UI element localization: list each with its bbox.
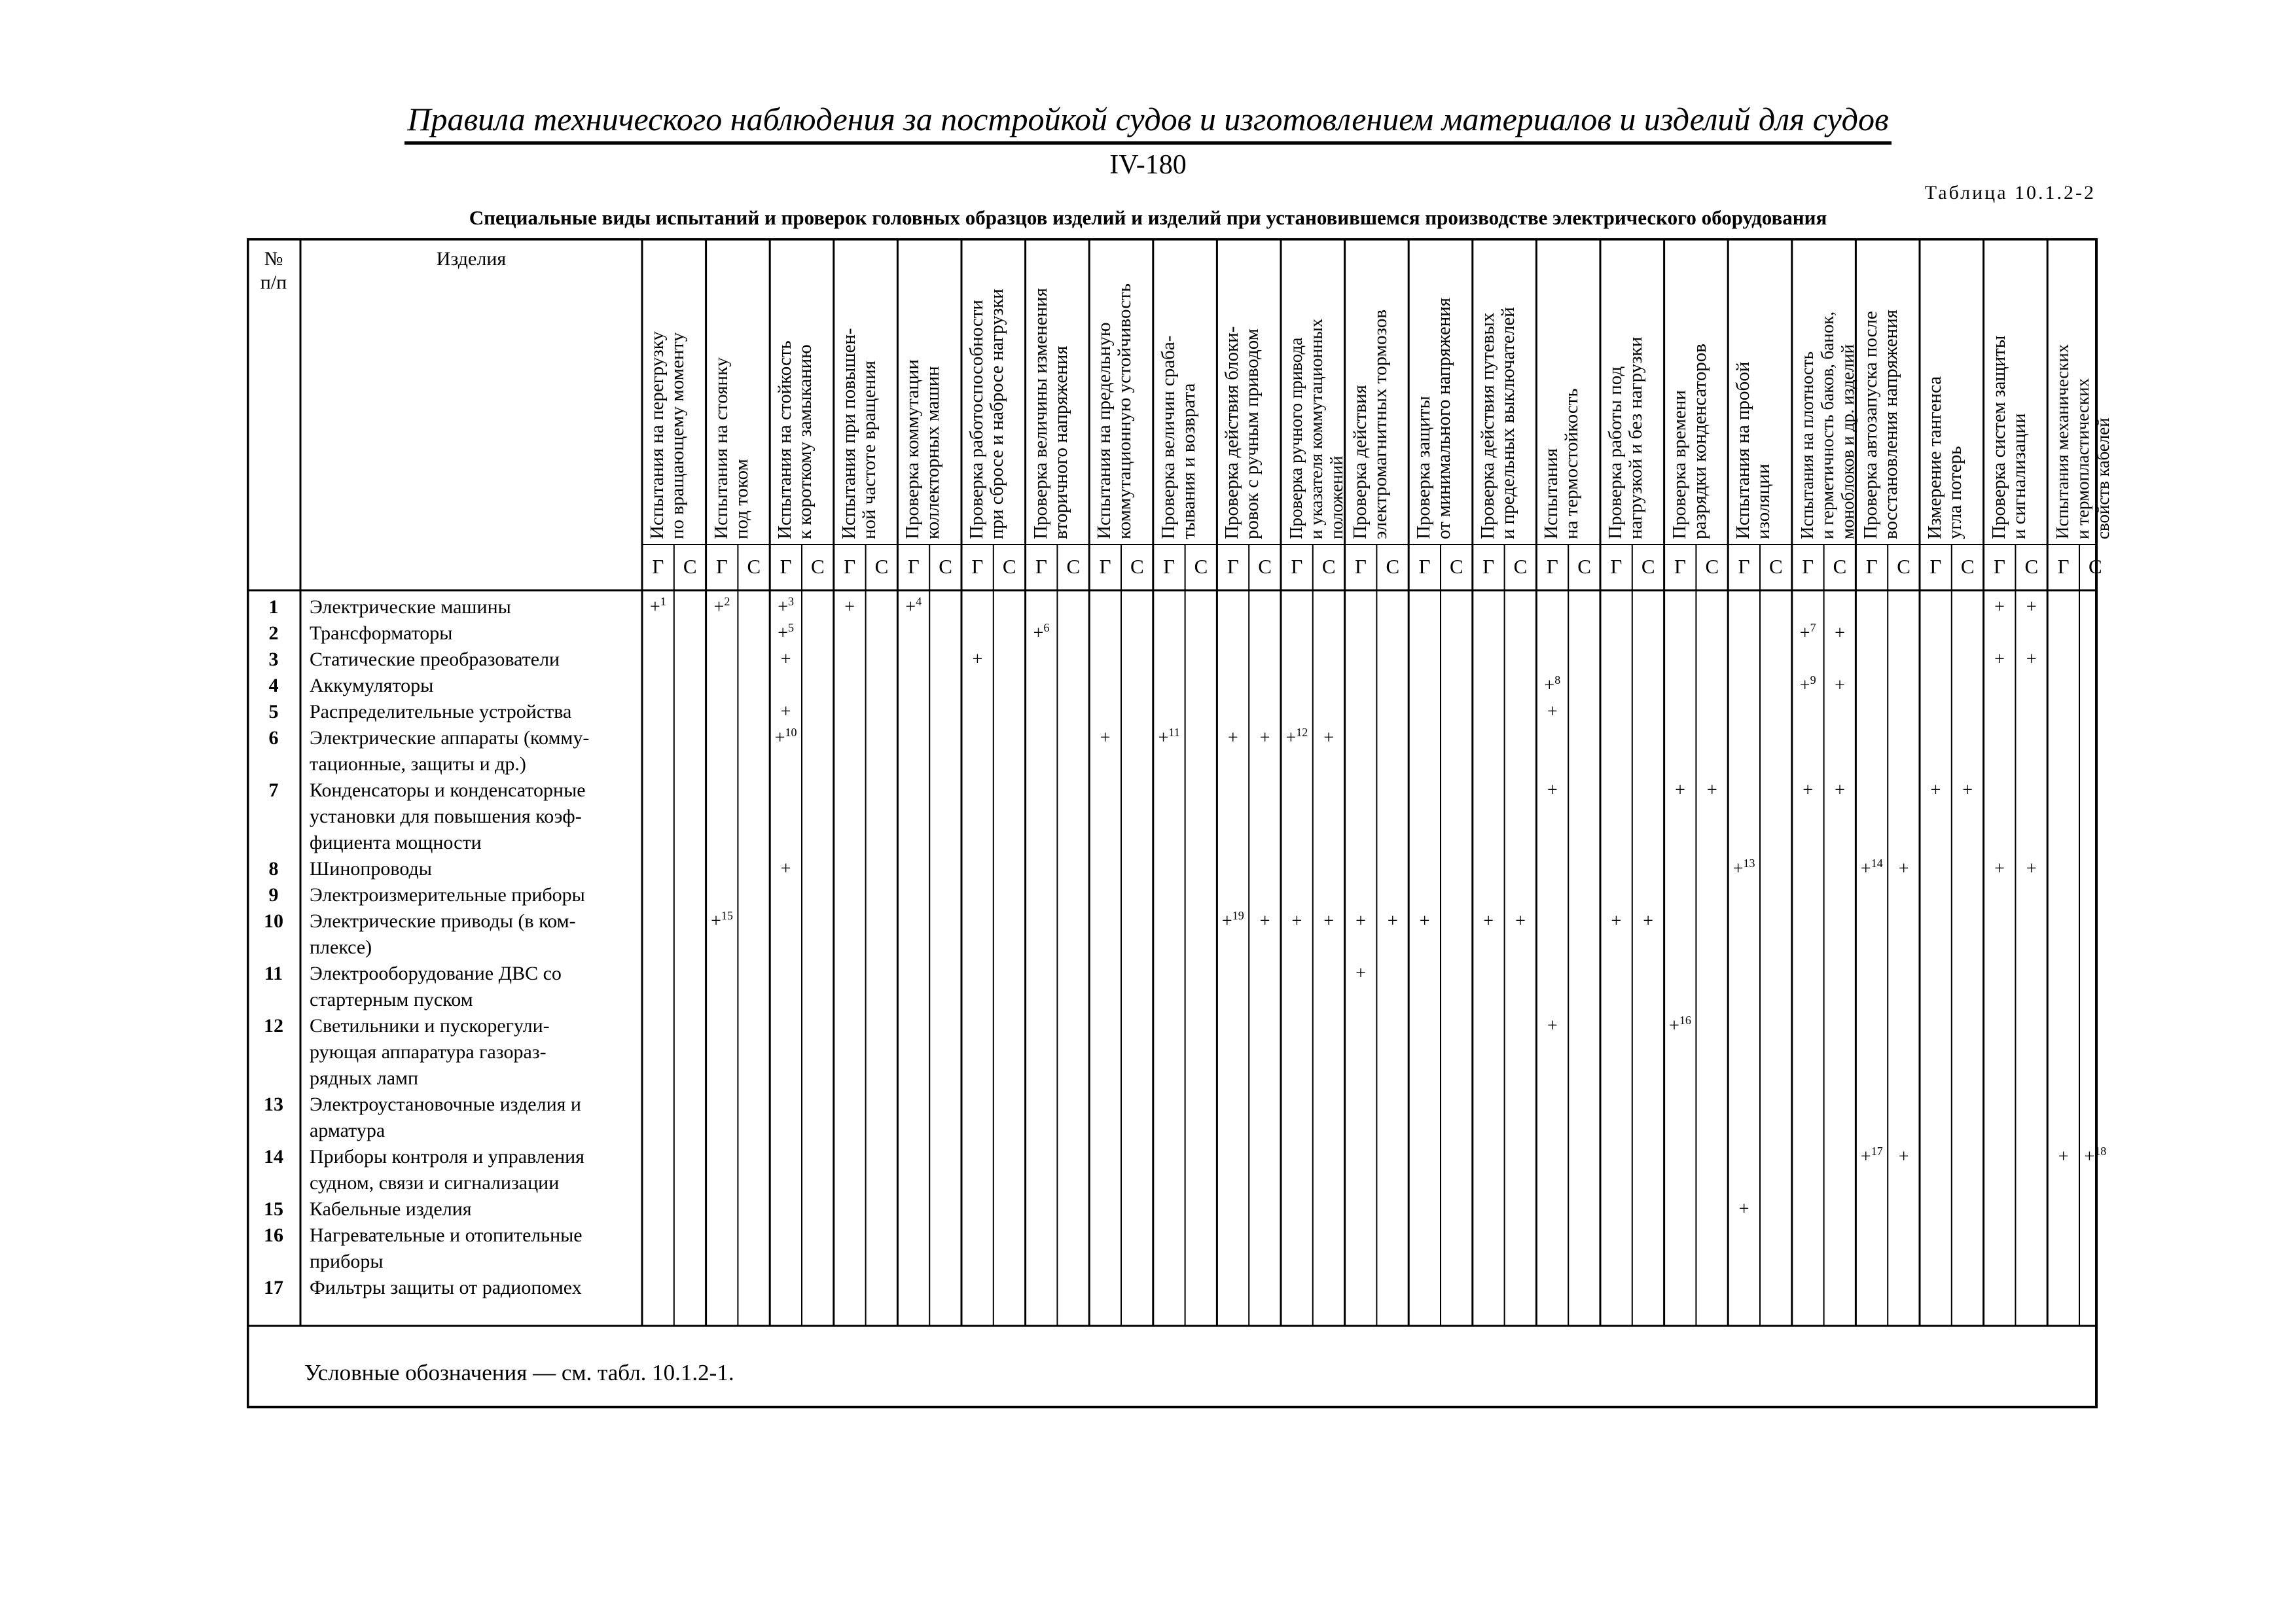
cell-mark-symbol: + bbox=[1732, 859, 1744, 879]
cell-mark bbox=[1824, 673, 1856, 699]
row-item-label: Фильтры защиты от радиопомех bbox=[310, 1277, 582, 1298]
cell-mark-symbol: + bbox=[711, 911, 721, 931]
cell-mark bbox=[1664, 1013, 1696, 1039]
test-header-6-line-1: Проверка работоспособности bbox=[966, 300, 987, 539]
cell-mark-symbol: + bbox=[1706, 780, 1717, 800]
row-item-label: Электрооборудование ДВС со bbox=[310, 963, 562, 984]
cell-mark bbox=[770, 594, 802, 620]
row-item-label: рядных ламп bbox=[310, 1067, 419, 1089]
subheader-s: С bbox=[939, 555, 952, 578]
subheader-g: Г bbox=[1482, 555, 1495, 578]
row-item-label: Кабельные изделия bbox=[310, 1198, 472, 1220]
header-num-line-1: № bbox=[264, 248, 283, 270]
subheader-g: Г bbox=[2057, 555, 2070, 578]
row-number: 17 bbox=[264, 1277, 283, 1298]
cell-mark bbox=[1632, 908, 1664, 935]
cell-mark-symbol: + bbox=[1323, 911, 1335, 931]
subheader-s: С bbox=[747, 555, 761, 578]
cell-mark bbox=[1888, 856, 1920, 882]
cell-mark-symbol: + bbox=[2026, 597, 2037, 617]
test-header-18-line-1: Испытания на пробой bbox=[1732, 361, 1754, 539]
cell-mark-symbol: + bbox=[1227, 728, 1238, 748]
cell-mark-symbol: + bbox=[1898, 859, 1909, 879]
row-item-label: Статические преобразователи bbox=[310, 649, 560, 670]
cell-mark bbox=[2015, 856, 2047, 882]
row-number: 11 bbox=[264, 963, 283, 984]
subheader-s: С bbox=[1386, 555, 1400, 578]
subheader-s: С bbox=[2024, 555, 2039, 578]
cell-mark bbox=[1153, 725, 1185, 751]
test-header-22-line-2: и сигнализации bbox=[2008, 413, 2030, 539]
cell-mark-symbol: + bbox=[1259, 911, 1270, 931]
cell-mark-symbol: + bbox=[1994, 859, 2005, 879]
document-title-text: Правила технического наблюдения за постройкой судов и изготовлением материалов и изделий для судов bbox=[404, 99, 1891, 145]
test-header-2-line-2: под током bbox=[730, 459, 752, 539]
subheader-s: С bbox=[1130, 555, 1144, 578]
subheader-g: Г bbox=[1802, 555, 1814, 578]
row-item-label: судном, связи и сигнализации bbox=[310, 1172, 560, 1194]
test-header-1-line-1: Испытания на перегрузку bbox=[647, 331, 668, 539]
row-number: 9 bbox=[268, 884, 279, 906]
cell-mark-footnote: 17 bbox=[1871, 1145, 1883, 1158]
cell-mark bbox=[1920, 777, 1952, 804]
row-item-label: Распределительные устройства bbox=[310, 701, 572, 722]
cell-mark-symbol: + bbox=[2084, 1147, 2095, 1167]
cell-mark-symbol: + bbox=[1515, 911, 1526, 931]
row-item-label: стартерным пуском bbox=[310, 989, 473, 1010]
test-header-21-line-2: угла потерь bbox=[1945, 446, 1965, 539]
test-header-20-line-2: восстановления напряжения bbox=[1880, 310, 1902, 539]
test-header-21-line-1: Измерение тангенса bbox=[1924, 376, 1945, 539]
cell-mark-symbol: + bbox=[713, 597, 725, 617]
cell-mark bbox=[2015, 647, 2047, 673]
subheader-g: Г bbox=[1291, 555, 1303, 578]
cell-mark bbox=[961, 647, 994, 673]
cell-mark bbox=[1536, 777, 1568, 804]
cell-mark-symbol: + bbox=[1544, 675, 1555, 696]
cell-mark bbox=[706, 594, 738, 620]
test-header-5-line-1: Проверка коммутации bbox=[902, 359, 924, 539]
test-header-17-line-2: разрядки конденсаторов bbox=[1689, 344, 1710, 539]
row-item-label: приборы bbox=[310, 1251, 384, 1272]
cell-mark-symbol: + bbox=[1419, 911, 1430, 931]
cell-mark bbox=[1600, 908, 1632, 935]
test-header-5-line-2: коллекторных машин bbox=[922, 366, 944, 539]
subheader-s: С bbox=[1705, 555, 1719, 578]
cell-mark bbox=[1984, 647, 2016, 673]
cell-mark bbox=[770, 856, 802, 882]
row-number: 8 bbox=[268, 858, 279, 880]
row-item-label: Приборы контроля и управления bbox=[310, 1146, 584, 1168]
cell-mark bbox=[1824, 777, 1856, 804]
subheader-g: Г bbox=[1163, 555, 1175, 578]
subheader-s: С bbox=[1321, 555, 1336, 578]
cell-mark bbox=[1473, 908, 1505, 935]
subheader-g: Г bbox=[1610, 555, 1623, 578]
cell-mark bbox=[1792, 620, 1824, 647]
cell-mark-symbol: + bbox=[780, 702, 791, 722]
test-header-13-line-1: Проверка защиты bbox=[1413, 396, 1435, 539]
cell-mark-footnote: 18 bbox=[2094, 1145, 2107, 1158]
cell-mark-footnote: 4 bbox=[916, 595, 922, 608]
subheader-g: Г bbox=[716, 555, 728, 578]
subheader-s: С bbox=[1066, 555, 1081, 578]
cell-mark bbox=[1664, 777, 1696, 804]
cell-mark-symbol: + bbox=[1643, 911, 1654, 931]
cell-mark bbox=[1792, 673, 1824, 699]
cell-mark-footnote: 3 bbox=[787, 595, 794, 608]
test-header-2-line-1: Испытания на стоянку bbox=[710, 357, 732, 539]
cell-mark-symbol: + bbox=[1611, 911, 1622, 931]
cell-mark-symbol: + bbox=[778, 623, 788, 643]
page-number: IV-180 bbox=[1109, 150, 1187, 180]
cell-mark-symbol: + bbox=[1994, 597, 2005, 617]
test-header-13-line-2: от минимального напряжения bbox=[1433, 297, 1455, 539]
test-header-16-line-2: нагрузкой и без нагрузки bbox=[1625, 336, 1646, 539]
cell-mark bbox=[1984, 594, 2016, 620]
cell-mark-footnote: 15 bbox=[721, 909, 733, 922]
subheader-g: Г bbox=[652, 555, 664, 578]
subheader-g: Г bbox=[1738, 555, 1750, 578]
cell-mark-symbol: + bbox=[778, 597, 788, 617]
subheader-s: С bbox=[1258, 555, 1272, 578]
test-header-7-line-2: вторичного напряжения bbox=[1050, 346, 1071, 539]
row-item-label: установки для повышения коэф- bbox=[310, 806, 582, 827]
cell-mark-footnote: 13 bbox=[1743, 857, 1755, 870]
test-header-11-line-2: и указателя коммутационных bbox=[1306, 318, 1326, 539]
test-header-8-line-1: Испытания на предельную bbox=[1094, 322, 1115, 539]
test-matrix-table bbox=[247, 238, 2113, 1408]
subheader-g: Г bbox=[844, 555, 856, 578]
row-item-label: Электроизмерительные приборы bbox=[310, 884, 585, 906]
cell-mark bbox=[1249, 908, 1281, 935]
subheader-g: Г bbox=[971, 555, 984, 578]
subheader-s: С bbox=[1194, 555, 1208, 578]
row-number: 14 bbox=[264, 1146, 283, 1168]
cell-mark-footnote: 14 bbox=[1871, 857, 1883, 870]
row-item-label: Нагревательные и отопительные bbox=[310, 1224, 583, 1246]
row-number: 15 bbox=[264, 1198, 283, 1220]
test-header-16-line-1: Проверка работы под bbox=[1605, 366, 1626, 539]
test-header-11-line-3: положений bbox=[1327, 455, 1346, 539]
subheader-g: Г bbox=[1035, 555, 1047, 578]
cell-mark-symbol: + bbox=[2026, 859, 2037, 879]
cell-mark bbox=[1281, 908, 1313, 935]
cell-mark bbox=[1408, 908, 1441, 935]
cell-mark-footnote: 11 bbox=[1168, 726, 1180, 739]
cell-mark bbox=[1792, 777, 1824, 804]
row-number: 1 bbox=[268, 596, 279, 618]
cell-mark-symbol: + bbox=[1930, 780, 1941, 800]
test-header-11-line-1: Проверка ручного привода bbox=[1286, 337, 1306, 539]
cell-mark bbox=[1696, 777, 1728, 804]
cell-mark-symbol: + bbox=[1483, 911, 1494, 931]
cell-mark-symbol: + bbox=[972, 649, 983, 669]
test-header-12-line-2: электромагнитных тормозов bbox=[1369, 309, 1391, 539]
row-item-label: Трансформаторы bbox=[310, 622, 453, 644]
test-header-19-line-2: и герметичность баков, банок, bbox=[1817, 311, 1837, 539]
test-header-6-line-2: при сбросе и набросе нагрузки bbox=[986, 289, 1007, 539]
cell-mark-footnote: 19 bbox=[1232, 909, 1244, 922]
row-number: 6 bbox=[268, 727, 279, 749]
header-num-line-2: п/п bbox=[260, 272, 287, 293]
cell-mark-symbol: + bbox=[1835, 780, 1845, 800]
cell-mark-symbol: + bbox=[780, 649, 791, 669]
subheader-g: Г bbox=[1355, 555, 1367, 578]
cell-mark-symbol: + bbox=[1738, 1199, 1749, 1219]
test-header-10-line-2: ровок с ручным приводом bbox=[1242, 328, 1263, 539]
cell-mark-symbol: + bbox=[1323, 728, 1335, 748]
test-header-22-line-1: Проверка систем защиты bbox=[1988, 335, 2009, 539]
subheader-g: Г bbox=[1994, 555, 2005, 578]
test-header-3-line-2: к короткому замыканию bbox=[795, 344, 816, 539]
subheader-s: С bbox=[1450, 555, 1463, 578]
cell-mark-symbol: + bbox=[1355, 963, 1366, 984]
cell-mark-symbol: + bbox=[1898, 1147, 1909, 1167]
subheader-g: Г bbox=[1099, 555, 1111, 578]
test-header-12-line-1: Проверка действия bbox=[1349, 385, 1371, 539]
row-item-label: Светильники и пускорегули- bbox=[310, 1015, 550, 1037]
header-items-label: Изделия bbox=[436, 248, 507, 270]
cell-mark bbox=[642, 594, 674, 620]
cell-mark-symbol: + bbox=[1799, 623, 1810, 643]
cell-mark-symbol: + bbox=[1860, 859, 1871, 879]
subheader-s: С bbox=[2089, 555, 2102, 578]
cell-mark-footnote: 5 bbox=[787, 621, 794, 634]
test-header-4-line-1: Испытания при повышен- bbox=[838, 328, 859, 539]
cell-mark bbox=[1217, 908, 1249, 935]
row-number: 12 bbox=[264, 1015, 283, 1037]
cell-mark bbox=[770, 699, 802, 725]
cell-mark bbox=[1313, 725, 1345, 751]
cell-mark bbox=[1376, 908, 1408, 935]
subheader-g: Г bbox=[1546, 555, 1558, 578]
test-header-3-line-1: Испытания на стойкость bbox=[774, 340, 796, 539]
subheader-s: С bbox=[874, 555, 889, 578]
subheader-s: С bbox=[811, 555, 825, 578]
cell-mark bbox=[1313, 908, 1345, 935]
cell-mark-footnote: 8 bbox=[1554, 673, 1561, 687]
table-caption: Специальные виды испытаний и проверок головных образцов изделий и изделий при установившемся производстве электрического оборудования bbox=[469, 206, 1827, 229]
cell-mark bbox=[770, 647, 802, 673]
row-number: 10 bbox=[264, 910, 283, 932]
cell-mark-footnote: 7 bbox=[1810, 621, 1816, 634]
cell-mark-symbol: + bbox=[1285, 728, 1297, 748]
subheader-s: С bbox=[1641, 555, 1655, 578]
cell-mark-symbol: + bbox=[780, 859, 791, 879]
cell-mark-symbol: + bbox=[905, 597, 916, 617]
cell-mark-symbol: + bbox=[1547, 702, 1558, 722]
cell-mark-symbol: + bbox=[844, 597, 855, 617]
test-header-1-line-2: по вращающему моменту bbox=[667, 332, 688, 539]
cell-mark bbox=[1345, 908, 1377, 935]
test-header-10-line-1: Проверка действия блоки- bbox=[1221, 326, 1243, 539]
test-header-19-line-3: моноблоков и др. изделий bbox=[1837, 344, 1857, 539]
cell-mark-footnote: 1 bbox=[660, 595, 666, 608]
cell-mark-symbol: + bbox=[1803, 780, 1814, 800]
test-header-4-line-2: ной частоте вращения bbox=[858, 361, 880, 539]
test-header-8-line-2: коммутационную устойчивость bbox=[1114, 283, 1136, 539]
cell-mark bbox=[1536, 1013, 1568, 1039]
cell-mark bbox=[770, 620, 802, 647]
subheader-s: С bbox=[1513, 555, 1528, 578]
cell-mark bbox=[1026, 620, 1058, 647]
test-header-18-line-2: изоляции bbox=[1753, 463, 1774, 539]
cell-mark bbox=[1888, 1144, 1920, 1170]
cell-mark-symbol: + bbox=[774, 728, 785, 748]
cell-mark-symbol: + bbox=[1158, 728, 1169, 748]
cell-mark-symbol: + bbox=[1221, 911, 1232, 931]
subheader-g: Г bbox=[1227, 555, 1239, 578]
cell-mark-symbol: + bbox=[650, 597, 660, 617]
cell-mark-footnote: 9 bbox=[1810, 673, 1816, 687]
row-item-label: рующая аппаратура газораз- bbox=[310, 1041, 547, 1063]
document-title bbox=[0, 99, 2296, 145]
test-header-9-line-1: Проверка величин сраба- bbox=[1157, 335, 1179, 539]
subheader-g: Г bbox=[780, 555, 792, 578]
cell-mark-symbol: + bbox=[1547, 780, 1558, 800]
cell-mark-symbol: + bbox=[1547, 1016, 1558, 1036]
test-header-7-line-1: Проверка величины изменения bbox=[1030, 288, 1051, 539]
cell-mark bbox=[1856, 856, 1888, 882]
cell-mark bbox=[706, 908, 738, 935]
test-header-19-line-1: Испытания на плотность bbox=[1797, 351, 1817, 539]
cell-mark bbox=[834, 594, 866, 620]
test-header-23-line-1: Испытания механических bbox=[2053, 344, 2073, 539]
cell-mark bbox=[1728, 856, 1760, 882]
subheader-s: С bbox=[1897, 555, 1910, 578]
legend-note: Условные обозначения — см. табл. 10.1.2-1. bbox=[304, 1360, 734, 1385]
cell-mark bbox=[2015, 594, 2047, 620]
subheader-s: С bbox=[683, 555, 697, 578]
subheader-s: С bbox=[1833, 555, 1847, 578]
cell-mark bbox=[1536, 699, 1568, 725]
subheader-g: Г bbox=[907, 555, 920, 578]
cell-mark-symbol: + bbox=[1994, 649, 2005, 669]
row-number: 4 bbox=[268, 675, 279, 696]
cell-mark-footnote: 10 bbox=[785, 726, 797, 739]
cell-mark-symbol: + bbox=[1355, 911, 1366, 931]
cell-mark-symbol: + bbox=[1291, 911, 1302, 931]
cell-mark bbox=[770, 725, 802, 751]
row-item-label: Электроустановочные изделия и bbox=[310, 1094, 581, 1115]
subheader-s: С bbox=[1002, 555, 1016, 578]
row-number: 3 bbox=[268, 649, 279, 670]
cell-mark bbox=[1728, 1196, 1760, 1222]
cell-mark bbox=[1089, 725, 1121, 751]
cell-mark-symbol: + bbox=[1669, 1016, 1679, 1036]
row-item-label: Конденсаторы и конденсаторные bbox=[310, 779, 586, 801]
cell-mark-symbol: + bbox=[1387, 911, 1398, 931]
row-item-label: арматура bbox=[310, 1120, 386, 1141]
cell-mark-symbol: + bbox=[1799, 675, 1810, 696]
cell-mark-symbol: + bbox=[1860, 1147, 1871, 1167]
row-number: 5 bbox=[268, 701, 279, 722]
cell-mark-symbol: + bbox=[1033, 623, 1044, 643]
test-header-15-line-2: на термостойкость bbox=[1561, 388, 1583, 539]
cell-mark-footnote: 12 bbox=[1296, 726, 1308, 739]
cell-mark-symbol: + bbox=[1675, 780, 1685, 800]
subheader-g: Г bbox=[1865, 555, 1878, 578]
cell-mark bbox=[1505, 908, 1537, 935]
row-item-label: Электрические аппараты (комму- bbox=[310, 727, 590, 749]
cell-mark bbox=[2047, 1144, 2079, 1170]
cell-mark bbox=[897, 594, 929, 620]
cell-mark bbox=[1984, 856, 2016, 882]
row-item-label: плексе) bbox=[310, 936, 372, 958]
cell-mark-footnote: 16 bbox=[1679, 1014, 1691, 1027]
row-item-label: Аккумуляторы bbox=[310, 675, 434, 696]
row-item-label: Электрические приводы (в ком- bbox=[310, 910, 576, 932]
cell-mark bbox=[1249, 725, 1281, 751]
table-number: Таблица 10.1.2-2 bbox=[1924, 182, 2096, 204]
cell-mark-symbol: + bbox=[1835, 623, 1845, 643]
test-header-23-line-3: свойств кабелей bbox=[2093, 418, 2113, 539]
cell-mark bbox=[1345, 961, 1377, 987]
subheader-s: С bbox=[1960, 555, 1975, 578]
cell-mark-symbol: + bbox=[1259, 728, 1270, 748]
test-header-17-line-1: Проверка времени bbox=[1668, 390, 1690, 539]
test-header-9-line-2: тывания и возврата bbox=[1177, 383, 1199, 539]
row-item-label: тационные, защиты и др.) bbox=[310, 753, 526, 775]
cell-mark bbox=[1217, 725, 1249, 751]
subheader-g: Г bbox=[1929, 555, 1942, 578]
cell-mark-symbol: + bbox=[1100, 728, 1111, 748]
row-number: 2 bbox=[268, 622, 279, 644]
cell-mark bbox=[1952, 777, 1984, 804]
row-item-label: фициента мощности bbox=[310, 832, 482, 853]
cell-mark-symbol: + bbox=[2058, 1147, 2069, 1167]
row-item-label: Шинопроводы bbox=[310, 858, 432, 880]
cell-mark-symbol: + bbox=[2026, 649, 2037, 669]
cell-mark bbox=[1281, 725, 1313, 751]
test-header-14-line-2: и предельных выключателей bbox=[1497, 307, 1518, 539]
test-header-23-line-2: и термопластических bbox=[2073, 378, 2093, 539]
test-header-14-line-1: Проверка действия путевых bbox=[1477, 312, 1498, 539]
cell-mark bbox=[1856, 1144, 1888, 1170]
subheader-g: Г bbox=[1418, 555, 1431, 578]
test-header-15-line-1: Испытания bbox=[1541, 448, 1562, 539]
cell-mark-footnote: 6 bbox=[1043, 621, 1050, 634]
cell-mark-footnote: 2 bbox=[724, 595, 730, 608]
subheader-g: Г bbox=[1674, 555, 1686, 578]
cell-mark-symbol: + bbox=[1835, 675, 1845, 696]
row-number: 13 bbox=[264, 1094, 283, 1115]
cell-mark bbox=[1536, 673, 1568, 699]
row-number: 16 bbox=[264, 1224, 283, 1246]
row-item-label: Электрические машины bbox=[310, 596, 511, 618]
cell-mark bbox=[2079, 1144, 2111, 1170]
row-number: 7 bbox=[268, 779, 279, 801]
subheader-s: С bbox=[1577, 555, 1591, 578]
cell-mark-symbol: + bbox=[1962, 780, 1973, 800]
subheader-s: С bbox=[1769, 555, 1783, 578]
test-header-20-line-1: Проверка автозапуска после bbox=[1860, 311, 1882, 539]
cell-mark bbox=[1824, 620, 1856, 647]
